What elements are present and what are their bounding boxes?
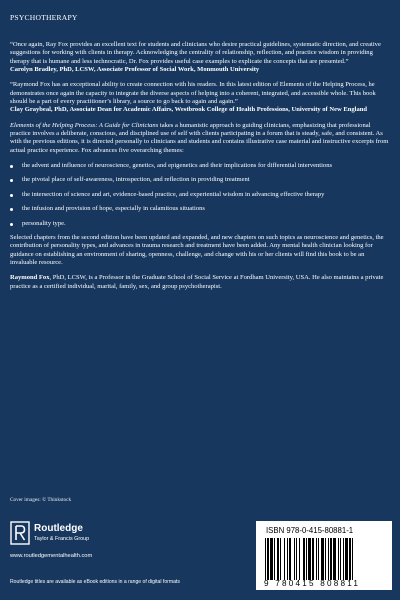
footer-note: Routledge titles are available as eBook editions in a range of digital formats [10,579,180,585]
publisher-url: www.routledgementalhealth.com [10,553,93,559]
isbn-label: ISBN 978-0-415-80881-1 [266,526,354,535]
author-bio [10,274,392,291]
theme-item: the advent and influence of neuroscience, genetics, and epigenetics and their implications for differential interventions [10,162,392,170]
routledge-logo-icon [10,521,30,545]
themes-list [10,162,392,228]
publisher-subtitle: Taylor & Francis Group [34,536,90,542]
endorsement-2 [10,81,392,114]
endorsement-1 [10,41,392,74]
cover-credit: Cover images: © Thinkstock [10,497,72,503]
book-title: Elements of the Helping Process: A Guide for Clinicians [10,121,159,129]
theme-item: the infusion and provision of hope, especially in calamitous situations [10,205,392,213]
theme-item: personality type. [10,220,392,228]
author-bio-text: , PhD, LCSW, is a Professor in the Graduate School of Social Service at Fordham University, USA. He also maintains a private practice as a certified individual, marital, family, sex, and group psychotherapist. [10,274,384,290]
updates-paragraph: Selected chapters from the second edition have been updated and expanded, and new chapters on such topics as neuroscience and genetics, the contribution of personality types, and advances in trauma research and treatment have been added. Any mental health clinician looking for guidance on establishing an environment of sharing, openness, challenge, and change with his or her clients will find this book to be an invaluable resource. [10,233,384,266]
endorsement-1-name: Carolyn Bradley, PhD, LCSW, Associate Professor of Social Work, Monmouth University [10,66,260,74]
body-text [10,41,392,298]
endorsement-2-quote: “Raymond Fox has an exceptional ability to create connection with his readers. In this latest edition of Elements of the Helping Process, he demonstrates once again the capacity to integrate the diverse aspects of helping into a coherent, integrated, and accessible whole. This book should be a part of every practitioner’s library, a source to go back to again and again.” [10,81,376,106]
author-name: Raymond Fox [10,274,50,282]
category-label: PSYCHOTHERAPY [10,13,78,22]
barcode-box [256,521,392,590]
publisher-block [10,521,160,566]
theme-item: the pivotal place of self-awareness, introspection, and reflection in providing treatment [10,176,392,184]
theme-item: the intersection of science and art, evidence-based practice, and experiential wisdom in advancing effective therapy [10,191,392,199]
description-text: takes a humanistic approach to guiding clinicians, emphasizing that professional practice involves a deliberate, conscious, and disciplined use of self with clients participating in a forum that is steady, safe, and consistent. As with the previous editions, it is directed personally to clinicians and students and contains illustrative case material and instructive excerpts from actual practice experience. Fox advances five overarching themes: [10,121,389,154]
description [10,122,392,155]
barcode-digits: 9 780415 808811 [264,579,361,588]
endorsement-1-quote: “Once again, Ray Fox provides an excellent text for students and clinicians who desire practical guidelines, systematic direction, and creative suggestions for working with clients in therapy. Acknowledging the centrality of relationship, reflection, and practice wisdom in providing therapy that is humane and less technocratic, Dr. Fox provides useful case examples to explicate the concepts that are presented.” [10,41,381,65]
publisher-name: Routledge [34,523,83,534]
barcode-icon [265,538,383,580]
endorsement-2-name: Clay Graybeal, PhD, Associate Dean for Academic Affairs, Westbrook College of Health Professions, University of New England [10,106,368,114]
